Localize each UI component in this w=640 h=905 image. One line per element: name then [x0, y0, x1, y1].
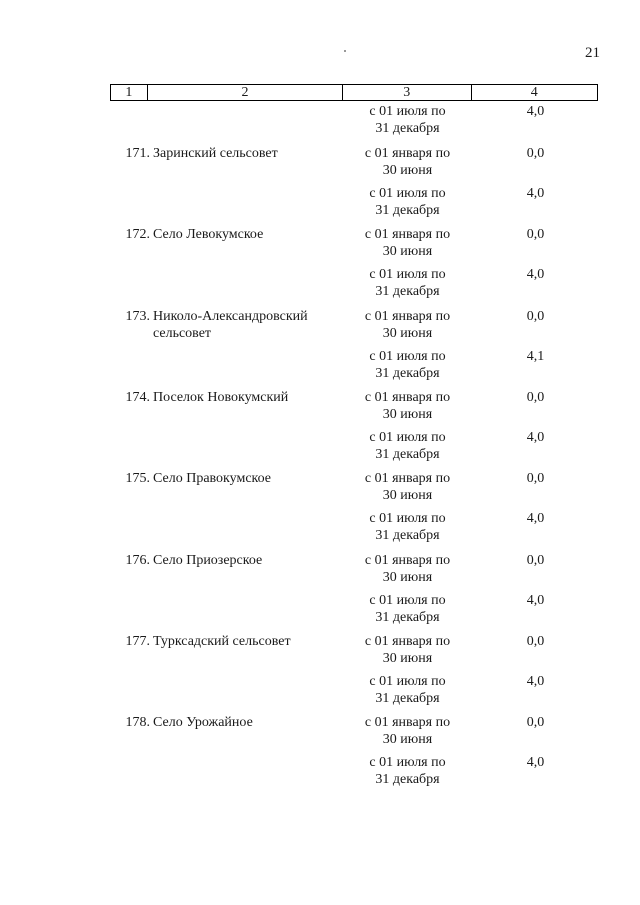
period-text-line: 30 июня — [382, 163, 433, 178]
period-text-line: 31 декабря — [375, 528, 440, 543]
period-text-line: с 01 июля по — [369, 755, 446, 770]
value-cell: 4,0 — [526, 593, 545, 608]
municipality-name-line: сельсовет — [153, 326, 212, 341]
period-text-line: с 01 января по — [364, 309, 451, 324]
header-col-1: 1 — [111, 85, 148, 100]
period-text-line: с 01 июля по — [369, 349, 446, 364]
period-text-line: с 01 июля по — [369, 593, 446, 608]
period-text — [345, 145, 470, 179]
period-text — [345, 673, 470, 707]
period-text-line: с 01 июля по — [369, 511, 446, 526]
period-text-line: 30 июня — [382, 651, 433, 666]
period-text — [345, 185, 470, 219]
period-text-line: 31 декабря — [375, 447, 440, 462]
period-text — [345, 714, 470, 748]
period-text-line: 31 декабря — [375, 691, 440, 706]
period-text — [345, 470, 470, 504]
period-text — [345, 429, 470, 463]
period-text-line: 30 июня — [382, 244, 433, 259]
value-cell: 4,0 — [526, 511, 545, 526]
value-cell: 4,0 — [526, 267, 545, 282]
row-number: 175. — [125, 471, 150, 486]
row-number: 177. — [125, 634, 150, 649]
municipality-name — [153, 552, 333, 569]
period-text-line: с 01 января по — [364, 146, 451, 161]
period-text-line: 31 декабря — [375, 203, 440, 218]
period-text — [345, 348, 470, 382]
row-number: 174. — [125, 390, 150, 405]
value-cell: 0,0 — [526, 471, 545, 486]
municipality-name — [153, 226, 333, 243]
period-text-line: 30 июня — [382, 570, 433, 585]
period-text-line: 31 декабря — [375, 121, 440, 136]
value-cell: 4,1 — [526, 349, 545, 364]
period-text — [345, 389, 470, 423]
period-text — [345, 510, 470, 544]
period-text-line: с 01 июля по — [369, 104, 446, 119]
municipality-name — [153, 308, 333, 342]
municipality-name — [153, 389, 333, 406]
period-text-line: 30 июня — [382, 407, 433, 422]
value-cell: 4,0 — [526, 430, 545, 445]
period-text-line: с 01 июля по — [369, 674, 446, 689]
municipality-name-line: Заринский сельсовет — [153, 146, 278, 161]
period-text-line: с 01 января по — [364, 715, 451, 730]
period-text-line: 31 декабря — [375, 366, 440, 381]
period-text-line: 31 декабря — [375, 610, 440, 625]
municipality-name-line: Поселок Новокумский — [153, 390, 289, 405]
period-text — [345, 552, 470, 586]
period-text-line: с 01 января по — [364, 634, 451, 649]
value-cell: 4,0 — [526, 674, 545, 689]
row-number: 176. — [125, 553, 150, 568]
municipality-name-line: Село Правокумское — [153, 471, 272, 486]
scan-dot — [344, 50, 346, 52]
municipality-name — [153, 633, 333, 650]
period-text — [345, 592, 470, 626]
value-cell: 4,0 — [526, 104, 545, 119]
value-cell: 0,0 — [526, 227, 545, 242]
period-text-line: с 01 июля по — [369, 267, 446, 282]
value-cell: 0,0 — [526, 390, 545, 405]
period-text-line: с 01 июля по — [369, 186, 446, 201]
municipality-name — [153, 714, 333, 731]
municipality-name — [153, 145, 333, 162]
municipality-name-line: Село Левокумское — [153, 227, 264, 242]
header-col-2: 2 — [148, 85, 343, 100]
period-text — [345, 308, 470, 342]
period-text-line: с 01 января по — [364, 390, 451, 405]
period-text — [345, 754, 470, 788]
value-cell: 4,0 — [526, 186, 545, 201]
value-cell: 0,0 — [526, 309, 545, 324]
value-cell: 0,0 — [526, 146, 545, 161]
row-number: 171. — [125, 146, 150, 161]
period-text-line: с 01 января по — [364, 227, 451, 242]
period-text-line: 31 декабря — [375, 772, 440, 787]
municipality-name-line: Село Урожайное — [153, 715, 253, 730]
period-text — [345, 266, 470, 300]
header-col-3: 3 — [343, 85, 471, 100]
period-text-line: 30 июня — [382, 326, 433, 341]
row-number: 173. — [125, 309, 150, 324]
municipality-name-line: Турксадский сельсовет — [153, 634, 291, 649]
municipality-name-line: Село Приозерское — [153, 553, 263, 568]
row-number: 172. — [125, 227, 150, 242]
value-cell: 0,0 — [526, 715, 545, 730]
period-text — [345, 103, 470, 137]
value-cell: 4,0 — [526, 755, 545, 770]
period-text-line: с 01 января по — [364, 471, 451, 486]
page-number: 21 — [585, 45, 600, 61]
period-text-line: 30 июня — [382, 732, 433, 747]
period-text — [345, 226, 470, 260]
period-text-line: с 01 июля по — [369, 430, 446, 445]
row-number: 178. — [125, 715, 150, 730]
period-text-line: 30 июня — [382, 488, 433, 503]
period-text-line: с 01 января по — [364, 553, 451, 568]
header-col-4: 4 — [530, 84, 538, 100]
municipality-name — [153, 470, 333, 487]
period-text — [345, 633, 470, 667]
value-cell: 0,0 — [526, 634, 545, 649]
value-cell: 0,0 — [526, 553, 545, 568]
municipality-name-line: Николо-Александровский — [153, 309, 308, 324]
period-text-line: 31 декабря — [375, 284, 440, 299]
table-header — [110, 84, 598, 101]
